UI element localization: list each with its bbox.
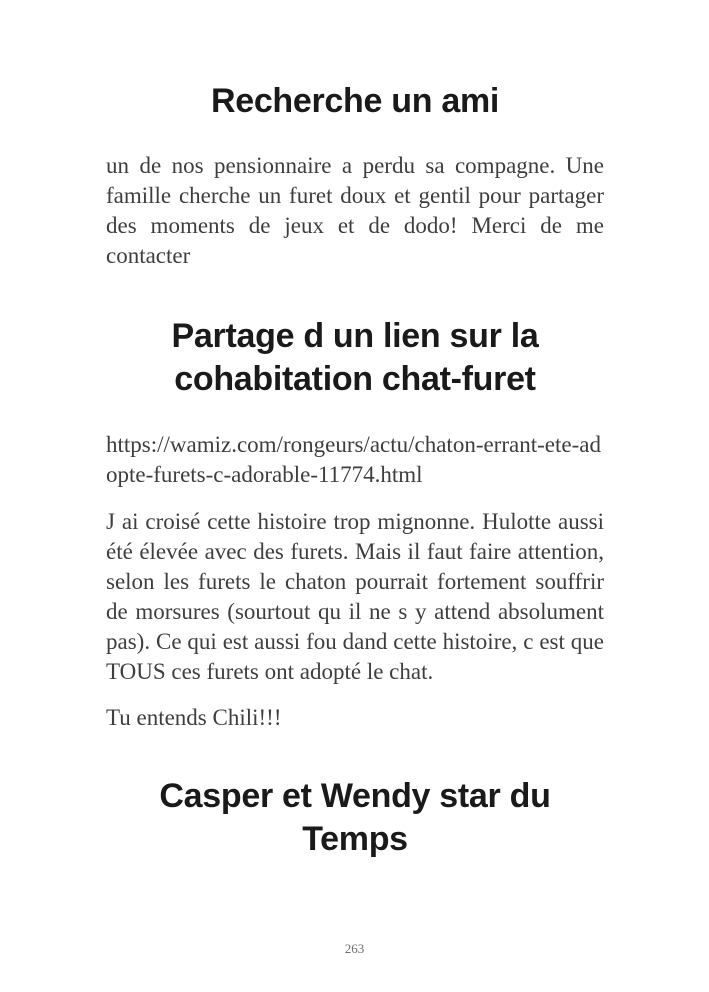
page-number: 263 [344,941,365,956]
paragraph-chili: Tu entends Chili!!! [106,705,282,730]
paragraph-histoire: J ai croisé cette histoire trop mignonne. Hulotte aussi été élevée avec des furets. Mais il faut faire attention, selon les furets le chaton pourrait fortement souffrir de morsures (sourtout qu il ne s y attend absolument pas). Ce qui est aussi fou dand cette histoire, c est que TOUS ces furets ont adopté le chat. [106,509,604,684]
url-text: https://wamiz.com/rongeurs/actu/chaton-errant-ete-adopte-furets-c-adorable-11774.html [106,432,601,487]
section-recherche-un-ami [106,80,604,271]
section-heading-casper-wendy: Casper et Wendy star du Temps [159,777,551,858]
section-partage-lien [106,315,604,733]
paragraph-pensionnaire: un de nos pensionnaire a perdu sa compagne. Une famille cherche un furet doux et gentil pour partager des moments de jeux et de dodo! Merci de me contacter [106,153,604,268]
section-heading-recherche-un-ami: Recherche un ami [210,82,500,120]
section-heading-partage-lien: Partage d un lien sur la cohabitation chat-furet [171,317,539,398]
section-casper-wendy [106,775,604,861]
